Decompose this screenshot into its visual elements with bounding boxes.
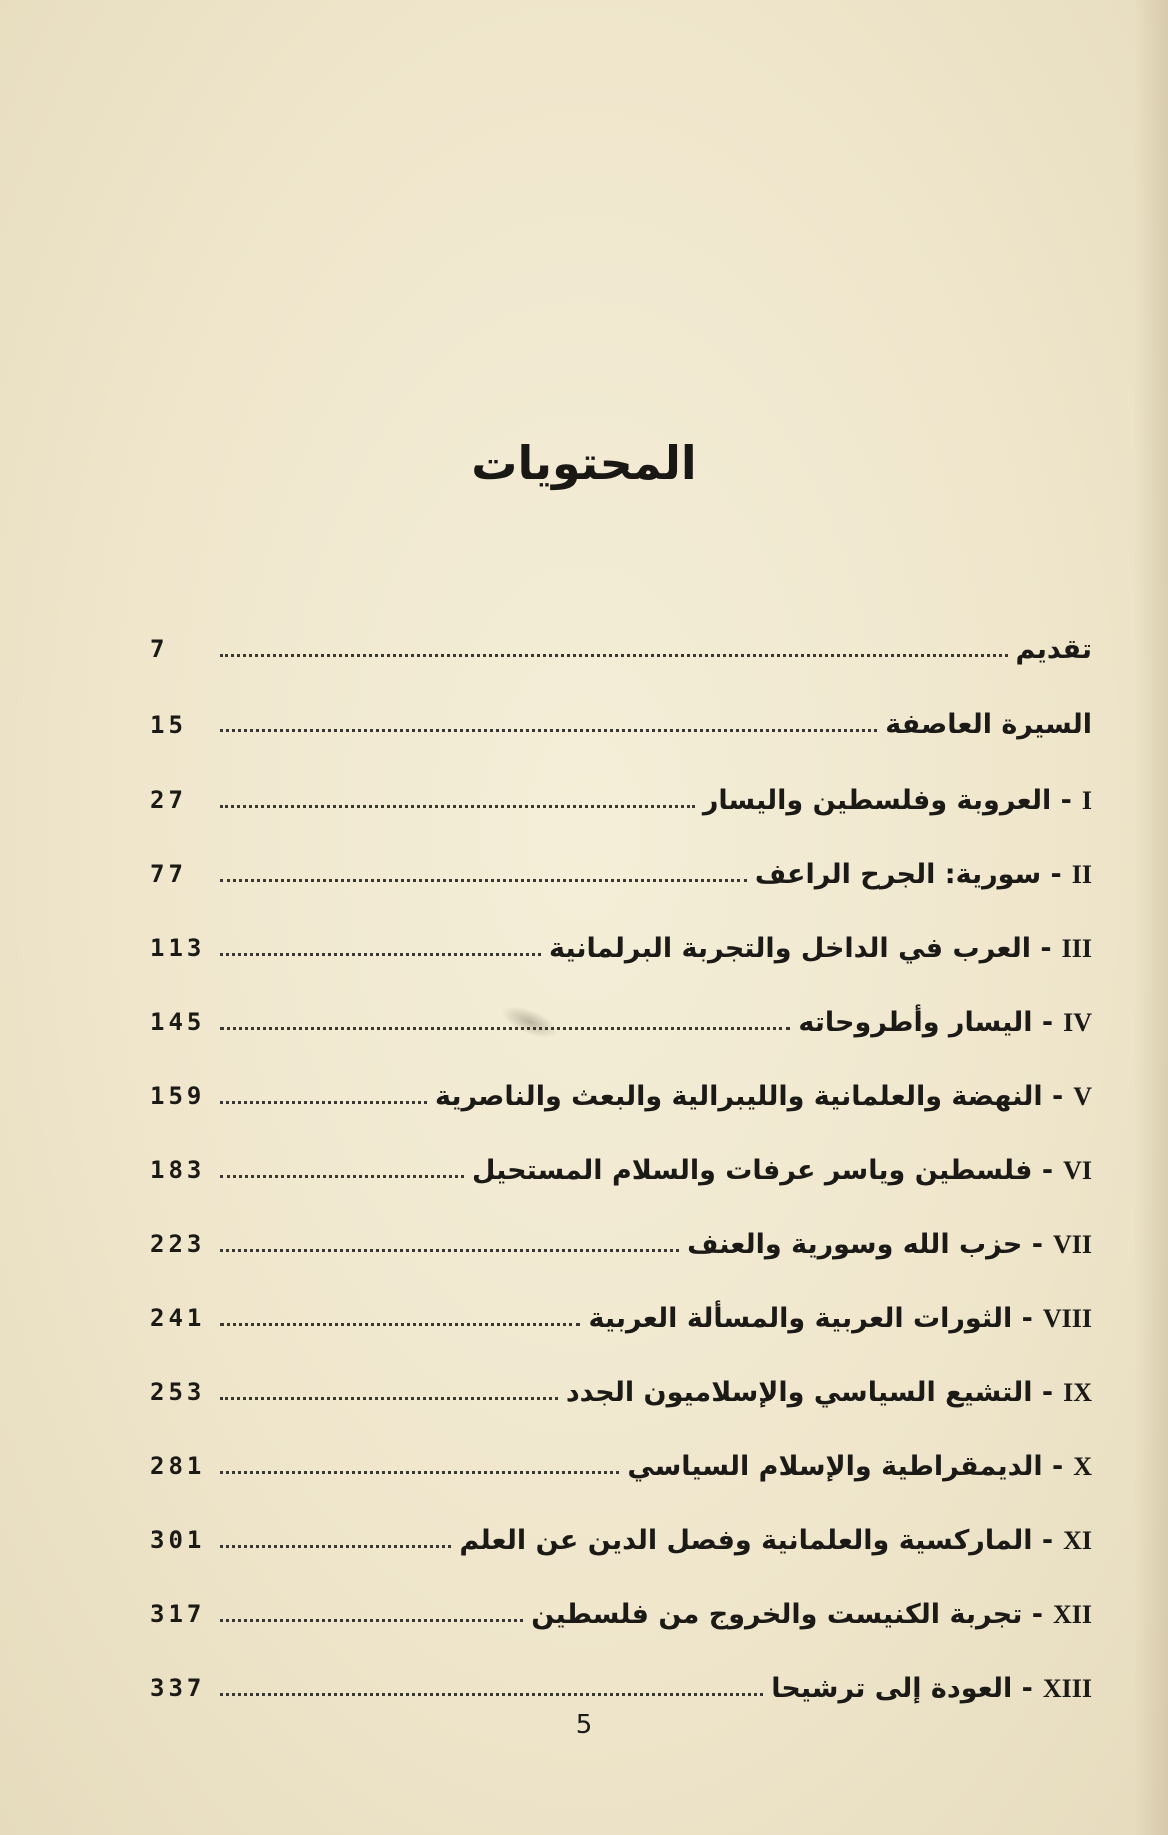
chapter-numeral: III <box>1061 933 1092 963</box>
dot-leader <box>220 879 747 882</box>
toc-entry <box>150 911 1092 985</box>
toc-entry-title <box>435 1081 1092 1112</box>
toc-entry-title <box>459 1525 1092 1556</box>
dot-leader <box>220 729 877 732</box>
page-number: 15 <box>150 710 187 739</box>
chapter-numeral: XIII <box>1042 1673 1092 1703</box>
toc-entry <box>150 1281 1092 1355</box>
page-number: 159 <box>150 1082 206 1110</box>
chapter-numeral: VIII <box>1042 1303 1092 1333</box>
toc-entry-title <box>798 1007 1092 1038</box>
dot-leader <box>220 1101 427 1104</box>
toc-entry <box>150 1133 1092 1207</box>
entry-text: - الديمقراطية والإسلام السياسي <box>627 1450 1064 1482</box>
toc-entry-title <box>531 1599 1092 1630</box>
page-number: 301 <box>150 1526 206 1554</box>
toc-entry <box>150 1503 1092 1577</box>
chapter-numeral: XII <box>1052 1599 1092 1629</box>
chapter-numeral: XI <box>1063 1525 1092 1555</box>
page-number: 183 <box>150 1156 206 1184</box>
page-number: 7 <box>150 635 169 663</box>
chapter-numeral: IV <box>1063 1007 1092 1037</box>
dot-leader <box>220 805 695 808</box>
entry-text: - سورية: الجرح الراعف <box>754 858 1062 890</box>
entry-text: - العودة إلى ترشيحا <box>771 1672 1033 1704</box>
dot-leader <box>220 1397 558 1400</box>
table-of-contents <box>150 612 1092 1725</box>
toc-entry-title <box>472 1155 1092 1186</box>
page-number: 281 <box>150 1452 206 1480</box>
chapter-numeral: VII <box>1052 1229 1092 1259</box>
toc-entry <box>150 763 1092 837</box>
toc-entry <box>150 837 1092 911</box>
entry-text: - تجربة الكنيست والخروج من فلسطين <box>531 1598 1043 1630</box>
chapter-numeral: VI <box>1063 1155 1092 1185</box>
entry-text: تقديم <box>1015 633 1092 665</box>
entry-text: - حزب الله وسورية والعنف <box>687 1228 1043 1260</box>
dot-leader <box>220 1249 679 1252</box>
chapter-numeral: X <box>1073 1451 1092 1481</box>
toc-entry-title <box>703 785 1092 816</box>
chapter-numeral: IX <box>1063 1377 1092 1407</box>
chapter-numeral: V <box>1073 1081 1092 1111</box>
entry-text: - التشيع السياسي والإسلاميون الجدد <box>565 1376 1054 1408</box>
entry-text: - العروبة وفلسطين واليسار <box>702 784 1072 816</box>
toc-entry-title <box>885 709 1092 740</box>
page-edge-shadow <box>1134 0 1168 1835</box>
toc-entry-title <box>627 1451 1092 1482</box>
dot-leader <box>220 654 1008 657</box>
toc-entry <box>150 1355 1092 1429</box>
page-number: 253 <box>150 1378 206 1406</box>
entry-text: - العرب في الداخل والتجربة البرلمانية <box>548 932 1052 964</box>
toc-entry-title <box>566 1377 1092 1408</box>
toc-entry-title <box>687 1229 1092 1260</box>
toc-entry <box>150 686 1092 763</box>
dot-leader <box>220 1471 619 1474</box>
page-number: 317 <box>150 1600 206 1628</box>
entry-text: - الماركسية والعلمانية وفصل الدين عن العلم <box>459 1524 1054 1556</box>
toc-entry-title <box>1016 634 1092 665</box>
page-number: 27 <box>150 786 187 814</box>
toc-entry <box>150 612 1092 686</box>
dot-leader <box>220 1027 790 1030</box>
dot-leader <box>220 1619 523 1622</box>
entry-text: - فلسطين وياسر عرفات والسلام المستحيل <box>471 1154 1054 1186</box>
dot-leader <box>220 953 541 956</box>
page-number: 337 <box>150 1674 206 1702</box>
page-number: 145 <box>150 1008 206 1036</box>
dot-leader <box>220 1323 580 1326</box>
toc-entry-title <box>549 933 1092 964</box>
toc-entry <box>150 1059 1092 1133</box>
entry-text: - النهضة والعلمانية والليبرالية والبعث والناصرية <box>435 1080 1064 1112</box>
chapter-numeral: II <box>1071 859 1092 889</box>
entry-text: السيرة العاصفة <box>885 709 1092 740</box>
toc-entry <box>150 1429 1092 1503</box>
page-number: 77 <box>150 860 187 888</box>
page-title: المحتويات <box>471 435 697 490</box>
page-number: 241 <box>150 1304 206 1332</box>
toc-entry <box>150 1207 1092 1281</box>
entry-text: - اليسار وأطروحاته <box>798 1006 1054 1038</box>
toc-entry-title <box>755 859 1092 890</box>
toc-entry <box>150 1577 1092 1651</box>
dot-leader <box>220 1175 464 1178</box>
dot-leader <box>220 1693 763 1696</box>
folio-page-number: 5 <box>575 1710 593 1740</box>
toc-entry-title <box>771 1673 1092 1704</box>
chapter-numeral: I <box>1081 785 1092 815</box>
toc-entry-title <box>588 1303 1092 1334</box>
entry-text: - الثورات العربية والمسألة العربية <box>588 1302 1033 1334</box>
page-number: 113 <box>150 934 206 962</box>
dot-leader <box>220 1545 451 1548</box>
page-number: 223 <box>150 1230 206 1258</box>
toc-entry <box>150 985 1092 1059</box>
